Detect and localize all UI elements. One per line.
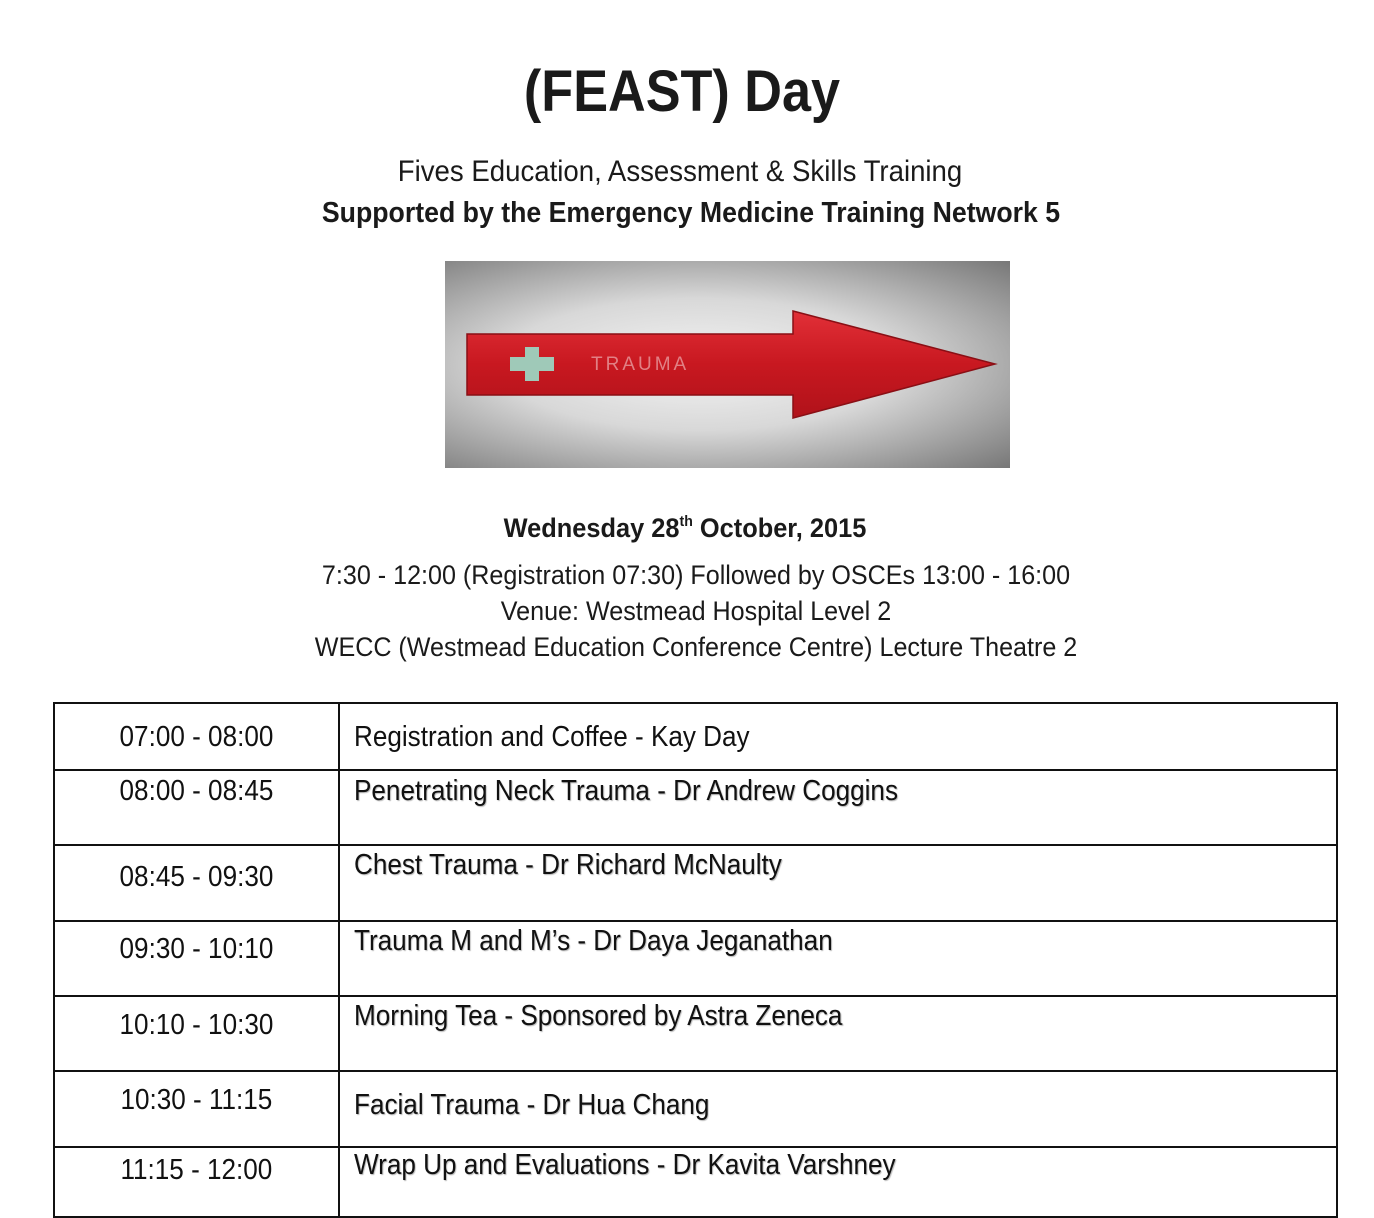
session-cell: Wrap Up and Evaluations - Dr Kavita Varshney [339,1147,1337,1217]
time-cell: 08:45 - 09:30 [54,845,339,921]
time-cell: 11:15 - 12:00 [54,1147,339,1217]
schedule-table [53,702,1338,1218]
event-date-rest: October, 2015 [692,513,867,543]
session-cell: Penetrating Neck Trauma - Dr Andrew Coggins [339,770,1337,845]
table-row [54,770,1337,845]
table-row [54,921,1337,996]
time-cell: 09:30 - 10:10 [54,921,339,996]
event-date [41,513,1329,544]
session-cell: Morning Tea - Sponsored by Astra Zeneca [339,996,1337,1071]
arrow-label: TRAUMA [591,354,690,375]
session-cell: Trauma M and M’s - Dr Daya Jeganathan [339,921,1337,996]
table-row [54,1147,1337,1217]
event-location: WECC (Westmead Education Conference Centre) Lecture Theatre 2 [314,632,1078,662]
page-title: (FEAST) Day [523,59,841,124]
table-row [54,845,1337,921]
table-row [54,703,1337,770]
time-cell: 10:30 - 11:15 [54,1071,339,1147]
session-cell: Facial Trauma - Dr Hua Chang [339,1071,1337,1147]
page-subtitle: Fives Education, Assessment & Skills Training [397,155,963,188]
event-date-main: Wednesday 28 [503,513,680,543]
time-cell: 07:00 - 08:00 [54,703,339,770]
event-date-suffix: th [679,513,693,530]
supported-by-line: Supported by the Emergency Medicine Training Network 5 [321,197,1061,229]
table-row [54,996,1337,1071]
trauma-arrow-icon [445,261,1010,468]
session-cell: Chest Trauma - Dr Richard McNaulty [339,845,1337,921]
time-cell: 10:10 - 10:30 [54,996,339,1071]
table-row [54,1071,1337,1147]
trauma-banner-image [445,261,1010,468]
session-cell: Registration and Coffee - Kay Day [339,703,1337,770]
event-times: 7:30 - 12:00 (Registration 07:30) Followed by OSCEs 13:00 - 16:00 [321,560,1071,590]
time-cell: 08:00 - 08:45 [54,770,339,845]
event-venue: Venue: Westmead Hospital Level 2 [500,596,892,626]
